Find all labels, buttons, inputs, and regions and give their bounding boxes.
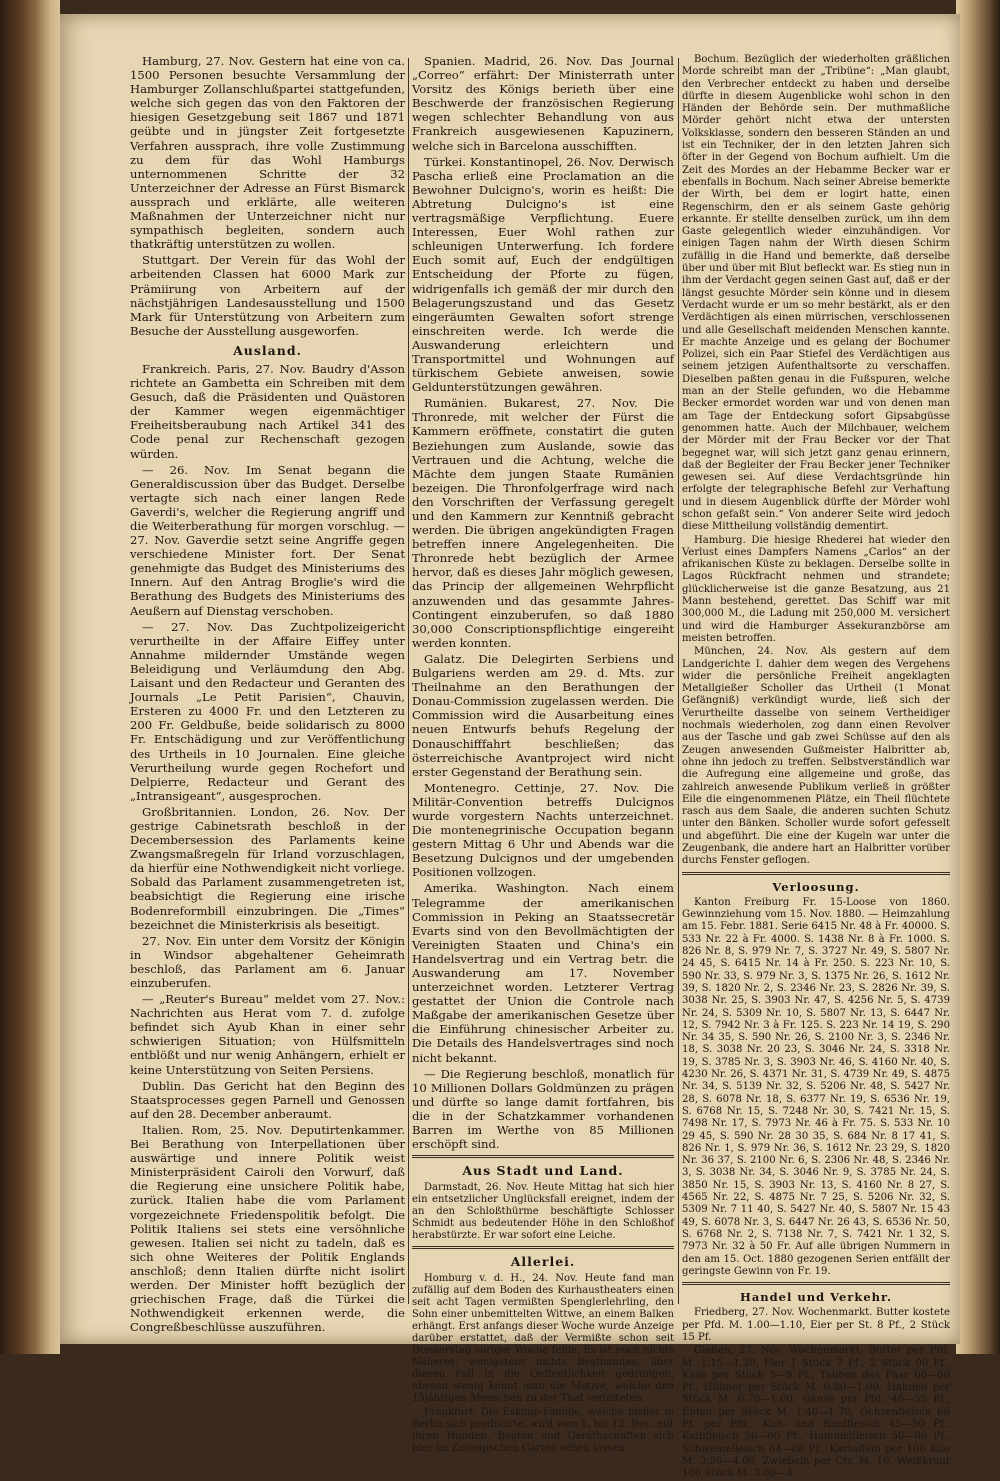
article-hamburg: Hamburg, 27. Nov. Gestern hat eine von ca. 1500 Personen besuchte Versammlung der Hamburger Zollanschlußpartei stattgefunden, welche sich gegen das von den Faktoren der hiesigen Gesetzgebung seit 1867 und 1871 geübte und in jüngster Zeit fortgesetzte Verfahren aussprach, ihre volle Zustimmung zu dem für das Wohl Hamburgs unternommenen Schritte der 32 Unterzeichner der Adresse an Fürst Bismarck aussprach und erklärte, alle weiteren Maßnahmen der Unterzeichner nicht nur sympathisch begleiten, sondern auch thatkräftig unterstützen zu wollen. (130, 54, 405, 252)
section-heading-handel-und-verkehr: Handel und Verkehr. (739, 1290, 893, 1305)
article-zuchtpolizeigericht: — 27. Nov. Das Zuchtpolizeigericht verurtheilte in der Affaire Eiffey unter Annahme mildernder Umstände wegen Beleidigung und Verläumdung den Abg. Laisant und den Redacteur und Geranten des Journals „Le Petit Parisien“, Chauvin, Ersteren zu 4000 Fr. und den Letzteren zu 200 Fr. Geldbuße, beide solidarisch zu 8000 Fr. Entschädigung und zur Veröffentlichung des Urtheils in 10 Journalen. Eine gleiche Verurtheilung wurde gegen Rochefort und Delpierre, Redacteur und Gerant des „Intransigeant“, ausgesprochen. (130, 619, 405, 803)
article-verloosung: Kanton Freiburg Fr. 15-Loose von 1860. Gewinnziehung vom 15. Nov. 1880. — Heimzahlung am 15. Febr. 1881. Serie 6415 Nr. 48 à Fr. 40000. S. 533 Nr. 22 à Fr. 4000. S. 1438 Nr. 8 à Fr. 1000. S. 826 Nr. 8, S. 979 Nr. 7, S. 3727 Nr. 49, S. 5807 Nr. 24 45, S. 6415 Nr. 14 à Fr. 250. S. 223 Nr. 10, S. 590 Nr. 33, S. 979 Nr. 3, S. 1375 Nr. 26, S. 1612 Nr. 39, S. 1820 Nr. 2, S. 2346 Nr. 23, S. 2826 Nr. 39, S. 3038 Nr. 25, S. 3903 Nr. 47, S. 4256 Nr. 5, S. 4739 Nr. 24, S. 5309 Nr. 10, S. 5807 Nr. 13, S. 6447 Nr. 12, S. 7942 Nr. 3 à Fr. 125. S. 223 Nr. 14 19, S. 290 Nr. 34 35, S. 590 Nr. 26, S. 2100 Nr. 3, S. 2346 Nr. 18, S. 3038 Nr. 20 23, S. 3046 Nr. 24, S. 3318 Nr. 19, S. 3785 Nr. 3, S. 3903 Nr. 46, S. 4160 Nr. 40, S. 4230 Nr. 26, S. 4371 Nr. 31, S. 4739 Nr. 49, S. 4875 Nr. 34, S. 5139 Nr. 32, S. 5206 Nr. 48, S. 5427 Nr. 28, S. 6078 Nr. 18, S. 6377 Nr. 19, S. 6536 Nr. 19, S. 6768 Nr. 15, S. 7248 Nr. 30, S. 7421 Nr. 15, S. 7498 Nr. 17, S. 7973 Nr. 46 à Fr. 75. S. 533 Nr. 10 29 45, S. 590 Nr. 28 30 35, S. 684 Nr. 8 17 41, S. 826 Nr. 1, S. 979 Nr. 36, S. 1612 Nr. 23 29, S. 1820 Nr. 36 37, S. 2100 Nr. 6, S. 2306 Nr. 48, S. 2346 Nr. 3, S. 3038 Nr. 34, S. 3046 Nr. 9, S. 3785 Nr. 24, S. 3850 Nr. 15, S. 3903 Nr. 13, S. 4160 Nr. 8 27, S. 4565 Nr. 22, S. 4875 Nr. 7 25, S. 5206 Nr. 32, S. 5309 Nr. 7 11 40, S. 5427 Nr. 40, S. 5807 Nr. 15 43 49, S. 6078 Nr. 3, S. 6447 Nr. 26 43, S. 6536 Nr. 50, S. 6768 Nr. 2, S. 7138 Nr. 7, S. 7421 Nr. 1 32, S. 7973 Nr. 32 à 50 Fr. Auf alle übrigen Nummern in den am 15. Oct. 1880 gezogenen Serien entfällt der geringste Gewinn von Fr. 19. (682, 896, 950, 1277)
section-heading-ausland: Ausland. (233, 342, 302, 358)
article-stuttgart: Stuttgart. Der Verein für das Wohl der arbeitenden Classen hat 6000 Mark zur Prämiirung von Arbeitern auf der nächstjährigen Landesausstellung und 1500 Mark für Unterstützung von Arbeitern zum Besuche der Ausstellung ausgeworfen. (130, 253, 405, 338)
article-italien: Italien. Rom, 25. Nov. Deputirtenkammer. Bei Berathung von Interpellationen über auswärtige und innere Politik weist Ministerpräsident Cairoli den Vorwurf, daß die Regierung eine unsichere Politik habe, zurück. Italien habe die vom Parlament vorgezeichnete Friedenspolitik befolgt. Die Politik Italiens sei stets eine versöhnliche gewesen. Italien sei nicht zu tadeln, daß es sich ohne Weiteres der Politik Englands anschloß; denn Italien dürfte nicht isolirt werden. Der Minister hofft bezüglich der griechischen Frage, daß die Türkei die Nothwendigkeit erkennen werde, die Congreßbeschlüsse auszuführen. (130, 1122, 405, 1335)
article-giessen: Gießen, 27. Nov. Wochenmarkt. Butter per Pfd. M. 1.15—1.20, Eier 1 Stück 7 Pf., 2 Stück 00 Pf., Käse per Stück 5—9 Pf., Tauben das Paar 60—00 Pf., Hühner per Stück M. 0.80—1.00, Hahnen per Stück M. 0.70—1.00, Gänse per Pfd. 40—55 Pf., Enten per Stück M. 1.40—1.70, Ochsenfleisch 66 Pf. per Pfd., Kuh- und Rindfleisch 45—50 Pf., Kalbfleisch 50—00 Pf., Hammelfleisch 50—06 Pf., Schweinefleisch 64—68 Pf., Kartoffeln per 100 Kilo M. 3.50—4.00, Zwiebeln per Ctr. M. 10, Weißkraut 100 Stück M. 3.00—4. (682, 1345, 950, 1480)
article-darmstadt: Darmstadt, 26. Nov. Heute Mittag hat sich hier ein entsetzlicher Unglücksfall ereignet, indem der an den Schloßthürme beschäftigte Schlosser Schmidt aus bedeutender Höhe in den Schloßhof herabstürzte. Er war sofort eine Leiche. (412, 1182, 674, 1242)
article-homburg: Homburg v. d. H., 24. Nov. Heute fand man zufällig auf dem Boden des Kurhaustheaters einen seit acht Tagen vermißten Spenglerlehrling, den Sohn einer unbemittelten Wittwe, an einem Balken erhängt. Erst anfangs dieser Woche wurde Anzeige darüber erstattet, daß der Vermißte schon seit Donnerstag voriger Woche fehle. Es ist noch nichts Näheres, wenigstens nichts Bestimmtes, über diesen Fall in die Oeffentlichkeit gedrungen, ebenso wenig kennt man die Motive, welche den 15jährigen Menschen zu der That verleiteten. (412, 1273, 674, 1405)
section-heading-verloosung: Verloosung. (772, 879, 860, 894)
divider (412, 1155, 674, 1158)
article-rumaenien: Rumänien. Bukarest, 27. Nov. Die Thronrede, mit welcher der Fürst die Kammern eröffnete, constatirt die guten Beziehungen zum Auslande, sowie das Vertrauen und die Achtung, welche die Mächte dem jungen Staate Rumänien bezeigen. Die Thronfolgerfrage wird nach den Vorschriften der Verfassung geregelt und den Kammern zur Kenntniß gebracht werden. Die übrigen angekündigten Fragen betreffen innere Angelegenheiten. Die Thronrede hebt bezüglich der Armee hervor, daß es dieses Jahr möglich gewesen, das Princip der allgemeinen Wehrpflicht anzuwenden und das gesammte Jahres-Contingent einzuberufen, so daß 1880 30,000 Conscriptionspflichtige eingereiht werden konnten. (412, 396, 674, 650)
article-frankfurt: Frankfurt. Die Eskimo-Familie, welche bisher in Berlin sich producirte, wird vom 1. bis 12. Dec. mit ihren Hunden, Booten und Geräthschaften sich hier im Zoologischen Garten sehen lassen. (412, 1407, 674, 1455)
column-left (130, 54, 405, 1335)
article-grossbritannien: Großbritannien. London, 26. Nov. Der gestrige Cabinetsrath beschloß in der Decembersession des Parlaments keine Zwangsmaßregeln für Irland vorzuschlagen, da hierfür eine Nothwendigkeit nicht vorliege. Sobald das Parlament zusammengetreten ist, beabsichtigt die Regierung eine irische Bodenreformbill einzubringen. Die „Times“ bezeichnet die Ministerkrisis als beseitigt. (130, 804, 405, 932)
article-montenegro: Montenegro. Cettinje, 27. Nov. Die Militär-Convention betreffs Dulcignos wurde vorgestern Nachts unterzeichnet. Die montenegrinische Occupation begann gestern Mittag 6 Uhr und Abends war die Besetzung Dulcignos und der umgebenden Positionen vollzogen. (412, 780, 674, 880)
divider (412, 1246, 674, 1249)
divider (682, 872, 950, 875)
column-rule (678, 58, 679, 1304)
article-windsor: 27. Nov. Ein unter dem Vorsitz der Königin in Windsor abgehaltener Geheimrath beschloß, das Parlament am 6. Januar einzuberufen. (130, 933, 405, 990)
book-edge-right (956, 0, 1000, 1354)
article-hamburg-rhederei: Hamburg. Die hiesige Rhederei hat wieder den Verlust eines Dampfers Namens „Carlos“ an der afrikanischen Küste zu beklagen. Derselbe sollte in Lagos Rückfracht nehmen und strandete; glücklicherweise ist die ganze Besatzung, aus 21 Mann bestehend, gerettet. Das Schiff war mit 300,000 M., die Ladung mit 250,000 M. versichert und wird die Hamburger Assekuranzbörse am meisten betroffen. (682, 534, 950, 644)
section-heading-aus-stadt-und-land: Aus Stadt und Land. (462, 1163, 624, 1179)
article-dublin: Dublin. Das Gericht hat den Beginn des Staatsprocesses gegen Parnell und Genossen auf den 28. December anberaumt. (130, 1078, 405, 1121)
book-spine-left (0, 0, 60, 1354)
article-galatz: Galatz. Die Delegirten Serbiens und Bulgariens werden am 29. d. Mts. zur Theilnahme an den Berathungen der Donau-Commission zugelassen werden. Die Commission wird die Ausarbeitung eines neuen Entwurfs behufs Regelung der Donauschifffahrt beschließen; das österreichische Avantproject wird nicht erster Gegenstand der Berathung sein. (412, 651, 674, 779)
column-rule (408, 58, 409, 1304)
article-spanien: Spanien. Madrid, 26. Nov. Das Journal „Correo“ erfährt: Der Ministerrath unter Vorsitz des Königs berieth über eine Beschwerde der französischen Regierung wegen schlechter Behandlung von aus Frankreich ausgewiesenen Kapuzinern, welche sich in Barcelona ausschifften. (412, 54, 674, 153)
divider (682, 1282, 950, 1285)
column-middle (412, 54, 674, 1455)
article-reuters: — „Reuter's Bureau“ meldet vom 27. Nov.: Nachrichten aus Herat vom 7. d. zufolge befindet sich Ayub Khan in einer sehr schwierigen Situation; von Hülfsmitteln entblößt und nur wenig Anhängern, erhielt er keine Unterstützung von Seiten Persiens. (130, 992, 405, 1077)
article-bochum: Bochum. Bezüglich der wiederholten gräßlichen Morde schreibt man der „Tribüne“: „Man glaubt, den Verbrecher entdeckt zu haben und derselbe dürfte in diesem Augenblicke wohl schon in den Händen der Behörde sein. Der muthmaßliche Mörder gehört nicht etwa der untersten Volksklasse, sondern den besseren Ständen an und ist ein Techniker, der in den letzten Jahren sich öfter in der Gegend von Bochum aufhielt. Um die Zeit des Mordes an der Hebamme Becker war er ebenfalls in Bochum. Nach seiner Abreise bemerkte der Wirth, bei dem er logirt hatte, einen Regenschirm, den er als seinem Gaste gehörig erkannte. Er stellte denselben zurück, um ihn dem Gaste gelegentlich wieder einzuhändigen. Vor einigen Tagen nahm der Wirth diesen Schirm zufällig in die Hand und bemerkte, daß derselbe über und über mit Blut befleckt war. Es stieg nun in ihm der Verdacht gegen seinen Gast auf, daß er der längst gesuchte Mörder sein könne und in diesem Verdacht wurde er um so mehr bestärkt, als er den Verdächtigen als einen mürrischen, verschlossenen und alle Gesellschaft meidenden Menschen kannte. Er machte Anzeige und es gelang der Bochumer Polizei, sich ein Paar Stiefel des Verdächtigen aus seinem jetzigen Aufenthaltsorte zu verschaffen. Dieselben paßten genau in die Fußspuren, welche man an der Stelle gefunden, wo die Hebamme Becker ermordet worden war und von denen man am Tage der Entdeckung sofort Gipsabgüsse genommen hatte. Auch der Milchbauer, welchem der Mörder mit der Frau Becker vor der That begegnet war, will sich jetzt ganz genau erinnern, daß der Begleiter der Frau Becker jener Techniker gewesen sei. Auf diese Verdachtsgründe hin erfolgte der telegraphische Befehl zur Verhaftung und in diesem Augenblick dürfte der Mörder wohl schon gefaßt sein.“ Von anderer Seite wird jedoch diese Mittheilung vollständig dementirt. (682, 54, 950, 533)
article-friedberg: Friedberg, 27. Nov. Wochenmarkt. Butter kostete per Pfd. M. 1.00—1.10, Eier per St. 8 Pf., 2 Stück 15 Pf. (682, 1307, 950, 1343)
section-heading-allerlei: Allerlei. (510, 1254, 576, 1270)
article-muenchen: München, 24. Nov. Als gestern auf dem Landgerichte I. dahier dem wegen des Vergehens wider die persönliche Freiheit angeklagten Metallgießer Scholler das Urtheil (1 Monat Gefängniß) verkündigt wurde, ließ sich der Verurtheilte dasselbe von seinem Vertheidiger nochmals wiederholen, zog dann einen Revolver aus der Tasche und gab zwei Schüsse auf den als Zeugen anwesenden Gußmeister Halbritter ab, ohne ihn jedoch zu treffen. Selbstverständlich war die Aufregung eine allgemeine und große, das zahlreich anwesende Publikum verließ in größter Eile die eingenommenen Plätze, ein Theil flüchtete rasch aus dem Saale, die anderen suchten Schutz unter den Bänken. Scholler wurde sofort gefesselt und abgeführt. Die eine der Kugeln war unter die Zeugenbank, die andere hart an Halbritter vorüber durchs Fenster geflogen. (682, 646, 950, 867)
article-tuerkei: Türkei. Konstantinopel, 26. Nov. Derwisch Pascha erließ eine Proclamation an die Bewohner Dulcigno's, worin es heißt: Die Abtretung Dulcigno's ist eine vertragsmäßige Verpflichtung. Euere Interessen, Euer Wohl rathen zur schleunigen Unterwerfung. Ich fordere Euch somit auf, Euch der endgültigen Entscheidung der Pforte zu fügen, widrigenfalls ich gemäß der mir durch den Belagerungszustand und das Gesetz eingeräumten Gewalten sofort strenge einschreiten werde. Ich werde die Auswanderung erleichtern und Transportmittel und Wohnungen auf türkischem Gebiete anweisen, sowie Geldunterstützungen gewähren. (412, 154, 674, 395)
article-senat: — 26. Nov. Im Senat begann die Generaldiscussion über das Budget. Derselbe vertagte sich nach einer langen Rede Gaverdi's, welcher die Regierung angriff und die Weiterberathung für morgen vorschlug. — 27. Nov. Gaverdie setzt seine Angriffe gegen verschiedene Minister fort. Der Senat genehmigte das Budget des Ministeriums des Innern. Auf den Antrag Broglie's wird die Berathung des Budgets des Ministeriums des Aeußern auf Dienstag verschoben. (130, 462, 405, 618)
column-right (682, 54, 950, 1480)
article-goldmuenzen: — Die Regierung beschloß, monatlich für 10 Millionen Dollars Goldmünzen zu prägen und dürfte so lange damit fortfahren, bis die in der Schatzkammer vorhandenen Barren im Werthe von 85 Millionen erschöpft sind. (412, 1066, 674, 1152)
newspaper-page (60, 14, 960, 1480)
article-frankreich: Frankreich. Paris, 27. Nov. Baudry d'Asson richtete an Gambetta ein Schreiben mit dem Gesuch, daß die Präsidenten und Quästoren der Kammer wegen eigenmächtiger Freiheitsberaubung nach Artikel 341 des Code penal zur Rechenschaft gezogen würden. (130, 361, 405, 461)
article-amerika: Amerika. Washington. Nach einem Telegramme der amerikanischen Commission in Peking an Staatssecretär Evarts sind von den Bevollmächtigten der Vereinigten Staaten und China's ein Handelsvertrag und ein Vertrag betr. die Auswanderung am 17. November unterzeichnet worden. Letzterer Vertrag gestattet der Union die Controle nach Maßgabe der amerikanischen Gesetze über die Einführung chinesischer Arbeiter zu. Die Details des Handelsvertrages sind noch nicht bekannt. (412, 881, 674, 1065)
